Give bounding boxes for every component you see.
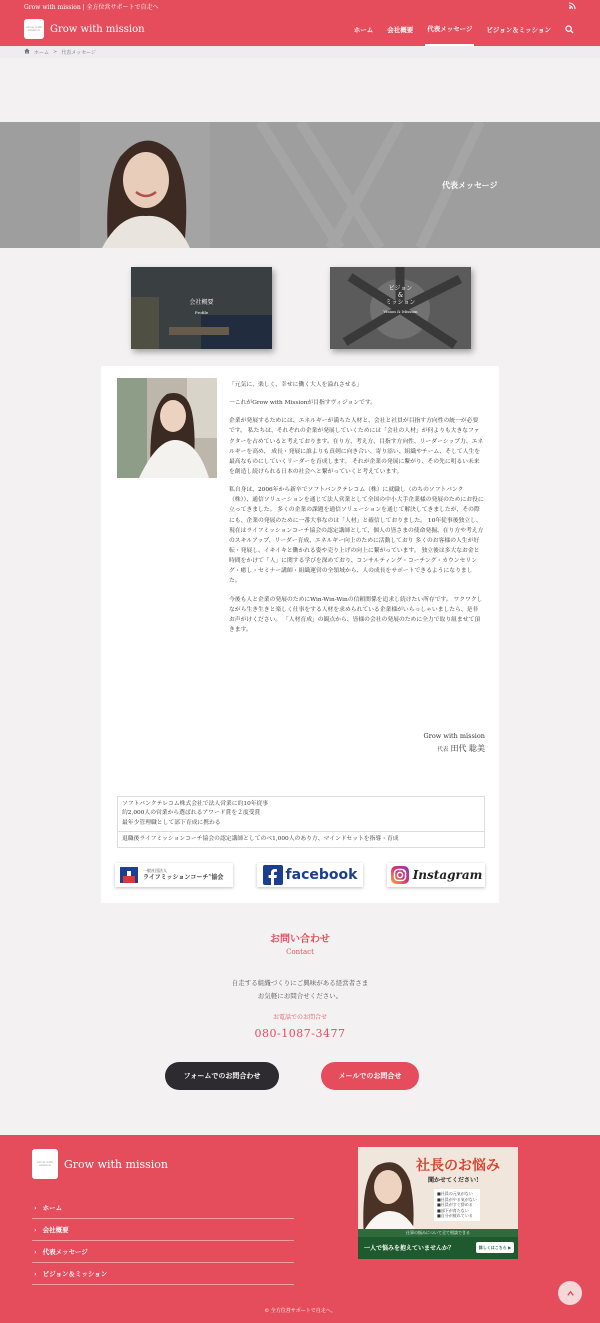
- contact-title: お問い合わせ: [270, 934, 330, 945]
- logo-mark-text: Grow with mission: [26, 24, 42, 32]
- message-paragraph-2: 私自身は、2006年から新卒でソフトバンクテレコム（株）に就職し（のちのソフトバンク（株））、通信ソリューションを通じて法人営業として全国の中小大手企業様の発展のためにお役に立ってきました。 多くの企業の課題を通信ソリューションを通じて解決してきましたが、その際にも、企業の発展のために一番大事なのは「人材」と確信しておりました。 10年従事後独立し、現在はライフミッションコーチ協会の認定講師として、個人の皆さまの使命発掘、在り方や考え方のスキルアップ、リーダー育成、エネルギー向上のために活動しており 多くのお客様の人生が好転・発展し、イキイキと働かれる姿や売り上げの向上に繋がっています。 独立後は多大なお金と時間をかけて「人」に関する学びを深めており、コンサルティング・コーチング・カウンセリング・癒し・セミナー講師・組織運営の全領域から、人の成長をサポートできるようになりました。: [229, 487, 484, 585]
- logo-mark: [24, 19, 44, 39]
- logo-text: Grow with mission: [50, 23, 145, 35]
- chevron-right-icon: ›: [34, 1247, 37, 1256]
- footer-link-label: 会社概要: [42, 1226, 69, 1234]
- breadcrumb-home[interactable]: ホーム: [34, 49, 50, 56]
- facebook-icon: [263, 865, 283, 885]
- chevron-up-icon: [566, 1289, 575, 1298]
- breadcrumb-separator: >: [53, 49, 58, 55]
- hero-title: 代表メッセージ: [442, 180, 498, 190]
- message-vision: 一これがGrow with Missionが目指すヴィジョンです。: [229, 400, 377, 407]
- hero-portrait: [80, 122, 210, 248]
- chevron-right-icon: ›: [34, 1203, 37, 1212]
- hero-banner: [0, 122, 600, 248]
- contact-line-1: 自走する組織づくりにご興味がある経営者さま: [231, 979, 369, 987]
- footer-link-message[interactable]: [32, 1241, 294, 1263]
- banner-subheadline: 聞かせてください!: [428, 1177, 479, 1184]
- footer-logo-mark-text: Grow with mission: [37, 1159, 53, 1167]
- footer-logo[interactable]: [32, 1149, 168, 1179]
- message-panel: [101, 366, 499, 903]
- vision-card-title-3: ミッション: [385, 299, 416, 307]
- lmc-registered-mark: ®: [208, 872, 212, 877]
- mail-contact-button[interactable]: メールでのお問合せ: [321, 1062, 419, 1090]
- profile-card-title: 会社概要: [189, 299, 214, 306]
- chevron-right-icon: ›: [34, 1269, 37, 1278]
- banner-question: 一人で悩みを抱えていませんか？: [364, 1245, 455, 1252]
- career-line: 約2,000人の営業から選ばれるアワード賞を２度受賞: [122, 810, 261, 817]
- career-line: 退職後ライフミッションコーチ協会の認定講師としてのべ1,000人のあり方、マインドセットを指導・育成: [122, 835, 399, 842]
- career-row: [118, 797, 484, 831]
- back-to-top-button[interactable]: [558, 1281, 582, 1305]
- career-box: [117, 796, 485, 848]
- career-line: ソフトバンクテレコム株式会社で法人営業に約10年従事: [122, 801, 269, 807]
- banner-strip: 仕事の悩みについて全て相談できる: [358, 1229, 518, 1237]
- search-icon[interactable]: [563, 12, 576, 46]
- contact-section: [0, 930, 600, 1040]
- instagram-icon: [390, 865, 410, 885]
- footer-link-label: 代表メッセージ: [42, 1248, 88, 1256]
- rss-icon[interactable]: [569, 2, 576, 11]
- signature-role: 代表: [437, 747, 449, 753]
- message-quote: 「元気に、楽しく、幸せに働く大人を溢れさせる」: [229, 382, 363, 388]
- lmc-logo-icon: [119, 866, 139, 884]
- top-bar: [0, 0, 600, 12]
- message-paragraph-1: 企業が発展するためには、エネルギーが満ちた人材と、会社と社員が目指す方向性の統一が必要です。 私たちは、それぞれの企業が発展していくためには「会社の人材」が何よりも大きなファクターを占めていると考えております。在り方、考え方、目指す方向性、リーダーシップ力、エネルギーを高め、 成長・発展に誰よりも真剣に向き合い、寄り添い、組織やチーム、そして人生を最高なものにしていくリーダーを育成します。 それが企業の発展に繋がり、その先に明るい未来を創造し続けられる日本の社会へと繋がっていくと考えています。: [229, 418, 484, 475]
- banner-button[interactable]: 詳しくはこちら ▶: [476, 1242, 514, 1253]
- lmc-suffix: 協会: [211, 873, 224, 881]
- banner-list: [434, 1189, 480, 1221]
- banner-list-item: ■社員がやる気がない: [437, 1196, 477, 1202]
- message-paragraph-3: 今後も人と企業の発展のためにWin-Win-Winの信頼関係を追求し続けたい所存です。 ワクワクしながら生き生きと楽しく仕事をする人材を求められている企業様がいらっしゃいましたら、是非お声がけください。 「人材育成」の観点から、皆様の会社の発展のために全力で取り組ませて頂きます。: [229, 596, 483, 633]
- footer-logo-text: Grow with mission: [64, 1157, 168, 1171]
- site-footer: [0, 1135, 600, 1323]
- copyright: © 全方位営サポートで自走へ。: [264, 1308, 336, 1314]
- banner-list-item: ■社員の元気がない: [437, 1191, 473, 1196]
- consultation-banner[interactable]: [358, 1147, 518, 1259]
- banner-headline: 社長のお悩み: [416, 1158, 500, 1174]
- chevron-right-icon: ›: [34, 1225, 37, 1234]
- signature-company: Grow with mission: [423, 732, 485, 740]
- instagram-wordmark: Instagram: [412, 868, 483, 882]
- career-line: 最年少管理職として部下育成に携わる: [122, 819, 221, 826]
- contact-subtitle: Contact: [286, 948, 314, 956]
- lmc-small-text: 一般社団法人: [143, 868, 167, 873]
- footer-link-label: ビジョン＆ミッション: [42, 1270, 108, 1278]
- phone-label: お電話でのお問合せ: [272, 1014, 327, 1021]
- lmc-badge[interactable]: [115, 863, 233, 887]
- phone-number[interactable]: 080-1087-3477: [254, 1027, 346, 1040]
- instagram-link[interactable]: [387, 863, 485, 887]
- footer-logo-mark: [32, 1149, 58, 1179]
- facebook-link[interactable]: [257, 863, 363, 887]
- form-contact-button[interactable]: フォームでのお問合わせ: [165, 1062, 279, 1090]
- home-icon[interactable]: [24, 48, 30, 56]
- message-text: [229, 380, 484, 643]
- lmc-name: ライフミッションコーチ: [143, 873, 209, 881]
- breadcrumb-current: 代表メッセージ: [61, 49, 96, 56]
- vision-card-title-1: ビジョン: [388, 285, 413, 292]
- banner-list-item: ■自分が疲れている: [437, 1213, 473, 1219]
- nav-item-home[interactable]: ホーム: [353, 25, 374, 34]
- representative-photo: [117, 378, 217, 478]
- banner-list-item: ■社員がすぐ辞める: [437, 1202, 473, 1208]
- vision-card-title-2: &: [397, 292, 404, 300]
- site-tagline: Grow with mission | 全方位営サポートで自走へ: [24, 3, 159, 11]
- signature: [424, 732, 485, 754]
- signature-name: 田代 聡美: [450, 744, 485, 753]
- badge-row: [115, 863, 485, 887]
- footer-links: [32, 1197, 294, 1285]
- breadcrumb: [0, 46, 600, 58]
- main-nav: [352, 12, 576, 46]
- nav-item-message[interactable]: 代表メッセージ: [425, 12, 474, 46]
- career-row: [118, 831, 484, 847]
- site-header: [0, 12, 600, 46]
- site-logo[interactable]: [24, 19, 145, 39]
- nav-item-profile[interactable]: 会社概要: [387, 25, 414, 34]
- banner-list-item: ■部下が育たない: [437, 1207, 469, 1213]
- footer-link-home[interactable]: [32, 1197, 294, 1219]
- footer-link-profile[interactable]: [32, 1219, 294, 1241]
- profile-card[interactable]: [131, 267, 272, 349]
- nav-item-vision[interactable]: ビジョン＆ミッション: [486, 25, 551, 34]
- vision-card[interactable]: [330, 267, 471, 349]
- vision-card-subtitle: Vision & Mission: [383, 308, 418, 314]
- profile-card-subtitle: Profile: [194, 310, 209, 315]
- footer-link-label: ホーム: [42, 1204, 63, 1212]
- footer-link-vision[interactable]: [32, 1263, 294, 1285]
- contact-line-2: お気軽にお問合せください。: [257, 992, 343, 1000]
- facebook-wordmark: facebook: [285, 867, 358, 883]
